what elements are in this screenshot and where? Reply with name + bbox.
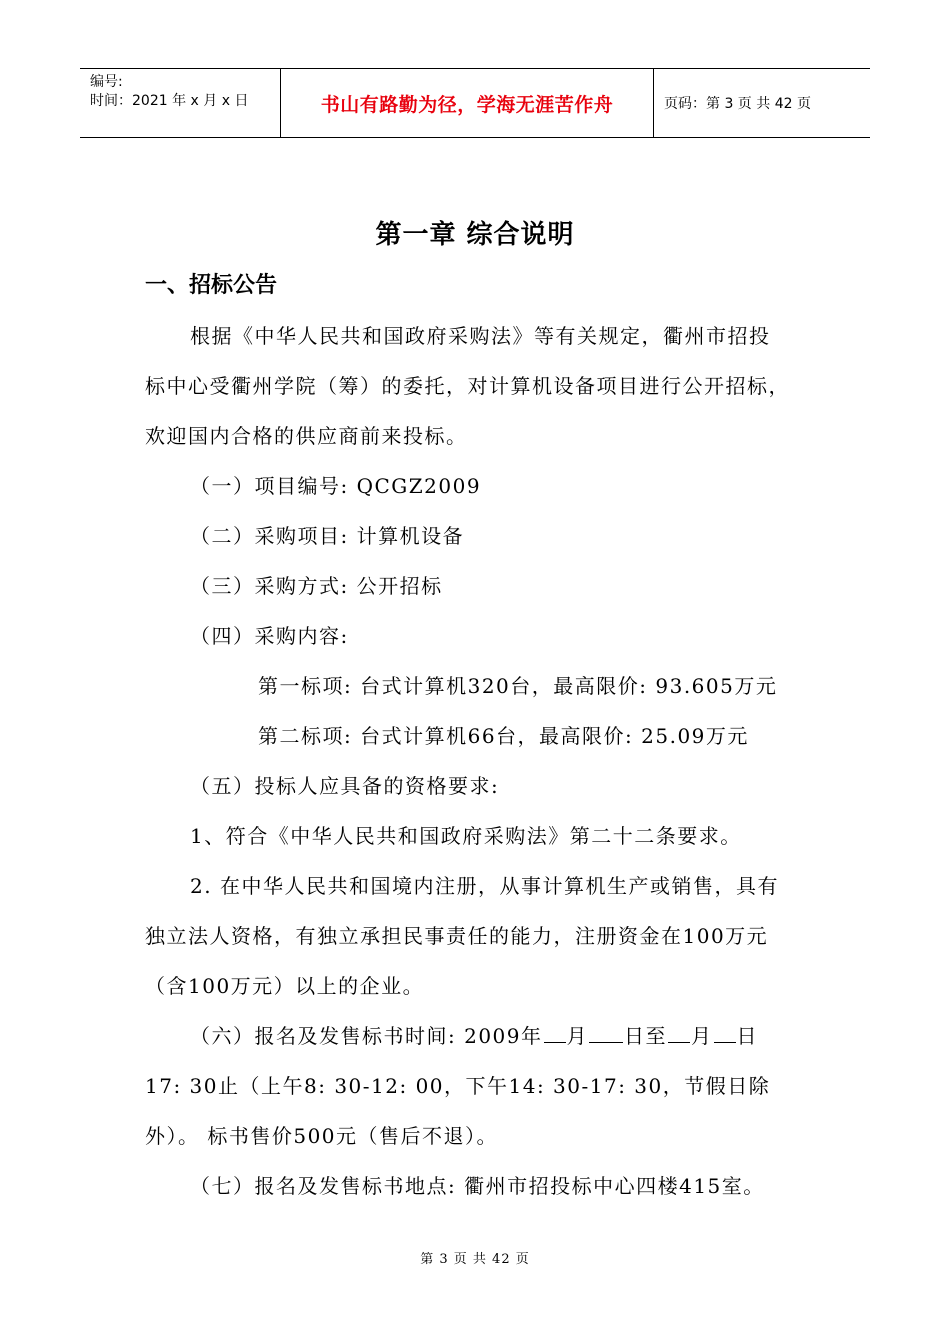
- paragraph-line: 欢迎国内合格的供应商前来投标。: [145, 424, 468, 448]
- sale-price-line: 外）。 标书售价500元（售后不退）。: [145, 1124, 499, 1148]
- project-number-line: （一）项目编号: QCGZ2009: [190, 474, 482, 498]
- paragraph-line: 标中心受衢州学院（筹）的委托，对计算机设备项目进行公开招标，: [145, 374, 790, 398]
- procurement-method-line: （三）采购方式: 公开招标: [190, 574, 443, 598]
- header-page-code: 页码：第 3 页 共 42 页: [664, 96, 811, 112]
- page-footer: 第 3 页 共 42 页: [420, 1252, 530, 1267]
- requirement-line: （含100万元）以上的企业。: [145, 974, 425, 998]
- sale-time-line: 17: 30止（上午8: 30-12: 00，下午14: 30-17: 30，节假日除: [145, 1074, 771, 1098]
- procurement-content-line: （四）采购内容:: [190, 624, 349, 648]
- blank-field: [714, 1024, 736, 1043]
- sale-time-prefix: （六）报名及发售标书时间: 2009年: [190, 1024, 543, 1048]
- sale-location-line: （七）报名及发售标书地点: 衢州市招投标中心四楼415室。: [190, 1174, 765, 1198]
- document-time-label: 时间：2021 年 x 月 x 日: [90, 93, 249, 109]
- sale-time-month: 月: [566, 1024, 588, 1048]
- sale-time-line: [190, 1020, 758, 1049]
- sale-time-month2: 月: [691, 1024, 713, 1048]
- header-table: [80, 68, 870, 138]
- procurement-item-line: （二）采购项目: 计算机设备: [190, 524, 465, 548]
- section-heading: 一、招标公告: [145, 273, 278, 298]
- header-meta-cell: [80, 69, 281, 137]
- blank-field: [544, 1024, 566, 1043]
- paragraph-line: 根据《中华人民共和国政府采购法》等有关规定，衢州市招投: [190, 324, 771, 348]
- header-motto: 书山有路勤为径，学海无涯苦作舟: [281, 69, 654, 137]
- sale-time-day-to: 日至: [624, 1024, 667, 1048]
- document-number-label: 编号:: [90, 74, 123, 90]
- blank-field: [589, 1024, 623, 1043]
- requirement-line: 2. 在中华人民共和国境内注册，从事计算机生产或销售，具有: [190, 874, 779, 898]
- requirement-line: 独立法人资格，有独立承担民事责任的能力，注册资金在100万元: [145, 924, 769, 948]
- blank-field: [668, 1024, 690, 1043]
- qualification-heading: （五）投标人应具备的资格要求:: [190, 774, 500, 798]
- requirement-line: 1、符合《中华人民共和国政府采购法》第二十二条要求。: [190, 824, 742, 848]
- lot-line: 第一标项: 台式计算机320台，最高限价: 93.605万元: [258, 674, 778, 698]
- sale-time-day2: 日: [736, 1024, 758, 1048]
- lot-line: 第二标项: 台式计算机66台，最高限价: 25.09万元: [258, 724, 749, 748]
- chapter-title: 第一章 综合说明: [375, 220, 575, 250]
